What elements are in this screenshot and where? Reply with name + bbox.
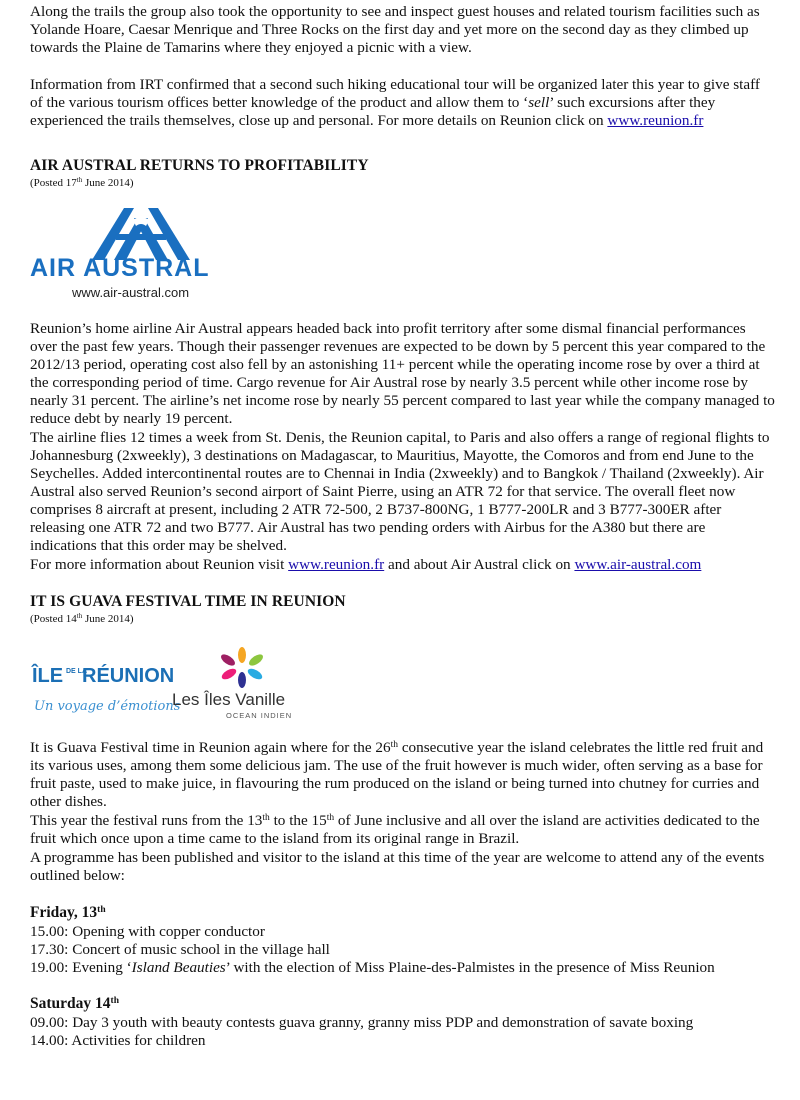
reunion-link-2[interactable]: www.reunion.fr: [288, 556, 385, 573]
les-iles-vanille-wordmark: Les Îles Vanille: [172, 690, 286, 709]
posted-post: June 2014): [82, 177, 134, 189]
a2-p2-sup2: th: [326, 813, 335, 823]
schedule-item: 14.00: Activities for children: [30, 1032, 206, 1049]
day-2-sup: th: [110, 996, 119, 1006]
a2-p2-sup1: th: [262, 813, 270, 823]
de-la-word: DE LA: [66, 668, 87, 675]
day-2-heading: [30, 995, 119, 1013]
ocean-indien-label: OCEAN INDIEN: [226, 711, 293, 720]
schedule-item-3-b: ’ with the election of Miss Plaine-des-Palmistes in the presence of Miss Reunion: [225, 959, 715, 976]
reunion-tourism-logos: [30, 640, 320, 725]
a2-p2-text-b: to the 15: [269, 812, 327, 829]
article-1-paragraph-2: The airline flies 12 times a week from St. Denis, the Reunion capital, to Paris and also offers a range of regional flights to Johannesburg (2xweekly), 3 destinations on Madagascar, to Mauritius, Mayotte, the Comoros and from end June to the Seychelles. Added intercontinental routes are to Chennai in India (2xweekly) and to Bangkok / Thailand (2xweekly). Air Austral also served Reunion’s second airport of Saint Pierre, using an ATR 72 for that service. The overall fleet now comprises 8 aircraft at present, including 2 ATR 72-500, 2 B737-800NG, 1 B777-200LR and 3 B777-300ER after releasing one ATR 72 and two B777. Air Austral has two pending orders with Airbus for the A380 but there are indications that this order may be shelved.: [30, 429, 770, 554]
article-2-posted-date: [30, 613, 134, 626]
article-2-paragraph-2: [30, 812, 775, 848]
day-1-heading: [30, 904, 106, 922]
air-austral-logo-url: www.air-austral.com: [72, 285, 190, 300]
tagline: Un voyage d’émotions: [34, 699, 181, 714]
reunion-link[interactable]: www.reunion.fr: [607, 112, 704, 129]
intro-p2-emphasis: sell: [528, 94, 550, 111]
schedule-item: 15.00: Opening with copper conductor: [30, 923, 265, 940]
a1-p3-text-b: and about Air Austral click on: [384, 556, 575, 573]
air-austral-link[interactable]: www.air-austral.com: [574, 556, 702, 573]
posted-sup: th: [76, 176, 83, 184]
ile-de-la-reunion-logo: [30, 640, 320, 725]
ile-word: ÎLE: [32, 665, 64, 687]
a2-p1-sup: th: [390, 740, 399, 750]
day-1-title: Friday, 13: [30, 904, 98, 921]
article-2-paragraph-1: [30, 739, 775, 811]
air-austral-emblem-icon: [30, 200, 270, 305]
a2-p2-text-a: This year the festival runs from the 13: [30, 812, 263, 829]
a2-p1-text-b: consecutive year the island celebrates the little red fruit and its various uses, among them some delicious jam. The use of the fruit however is much wider, often serving as a base for fruit paste, used to make juice, in flavouring the rum produced on the island or being turned into chutney for curries and other dishes.: [30, 739, 764, 810]
intro-paragraph-1: Along the trails the group also took the opportunity to see and inspect guest houses and related tourism facilities such as Yolande Hoare, Caesar Menrique and Three Rocks on the first day and yet more on the second day as they climbed up towards the Plaine de Tamarins where they enjoyed a picnic with a view.: [30, 3, 760, 56]
article-2-title: IT IS GUAVA FESTIVAL TIME IN REUNION: [30, 593, 346, 610]
posted-pre: (Posted 17: [30, 177, 77, 189]
posted-post-2: June 2014): [82, 613, 134, 625]
day-1-sup: th: [97, 905, 106, 915]
day-2-title: Saturday 14: [30, 995, 111, 1012]
a2-p2-text-c: of June inclusive and all over the island are activities dedicated to the fruit which once upon a time came to the island from its original range in Brazil.: [30, 812, 760, 847]
a1-p3-text-a: For more information about Reunion visit: [30, 556, 289, 573]
article-2-paragraph-3: A programme has been published and visitor to the island at this time of the year are welcome to attend any of the events outlined below:: [30, 849, 765, 884]
intro-p2-text-b: ’ such excursions after they experienced the trails themselves, close up and personal. For more details on Reunion click on: [30, 94, 716, 129]
vanilla-flower-icon: [219, 647, 265, 688]
intro-paragraph-2: [30, 76, 775, 130]
schedule-item-3-a: 19.00: Evening ‘: [30, 959, 132, 976]
article-1-title: AIR AUSTRAL RETURNS TO PROFITABILITY: [30, 157, 369, 174]
schedule-item: [30, 959, 715, 977]
intro-p2-text-a: Information from IRT confirmed that a second such hiking educational tour will be organized later this year to give staff of the various tourism offices better knowledge of the product and allow them to ‘: [30, 76, 760, 111]
air-austral-logo: [30, 200, 270, 305]
article-1-posted-date: [30, 177, 134, 190]
schedule-item-3-em: Island Beauties: [131, 959, 226, 976]
article-1-paragraph-1: Reunion’s home airline Air Austral appears headed back into profit territory after some dismal financial performances over the past few years. Though their passenger revenues are expected to be down by 5 percent this year compared to the 2012/13 period, operating cost also fell by an astonishing 11+ percent while the operating income rose by over a third at the corresponding period of time. Cargo revenue for Air Austral rose by nearly 3.5 percent while other income rose by nearly 31 percent. The airline’s net income rose by nearly 55 percent compared to last year while the company managed to reduce debt by nearly 19 percent.: [30, 320, 775, 427]
schedule-item: 09.00: Day 3 youth with beauty contests guava granny, granny miss PDP and demonstration of savate boxing: [30, 1014, 694, 1031]
schedule-item: 17.30: Concert of music school in the village hall: [30, 941, 330, 958]
posted-sup-2: th: [76, 612, 83, 620]
a2-p1-text-a: It is Guava Festival time in Reunion again where for the 26: [30, 739, 391, 756]
air-austral-wordmark: AIR AUSTRAL: [30, 254, 210, 282]
article-1-paragraph-3: [30, 556, 775, 574]
posted-pre-2: (Posted 14: [30, 613, 77, 625]
reunion-word: RÉUNION: [82, 665, 175, 687]
